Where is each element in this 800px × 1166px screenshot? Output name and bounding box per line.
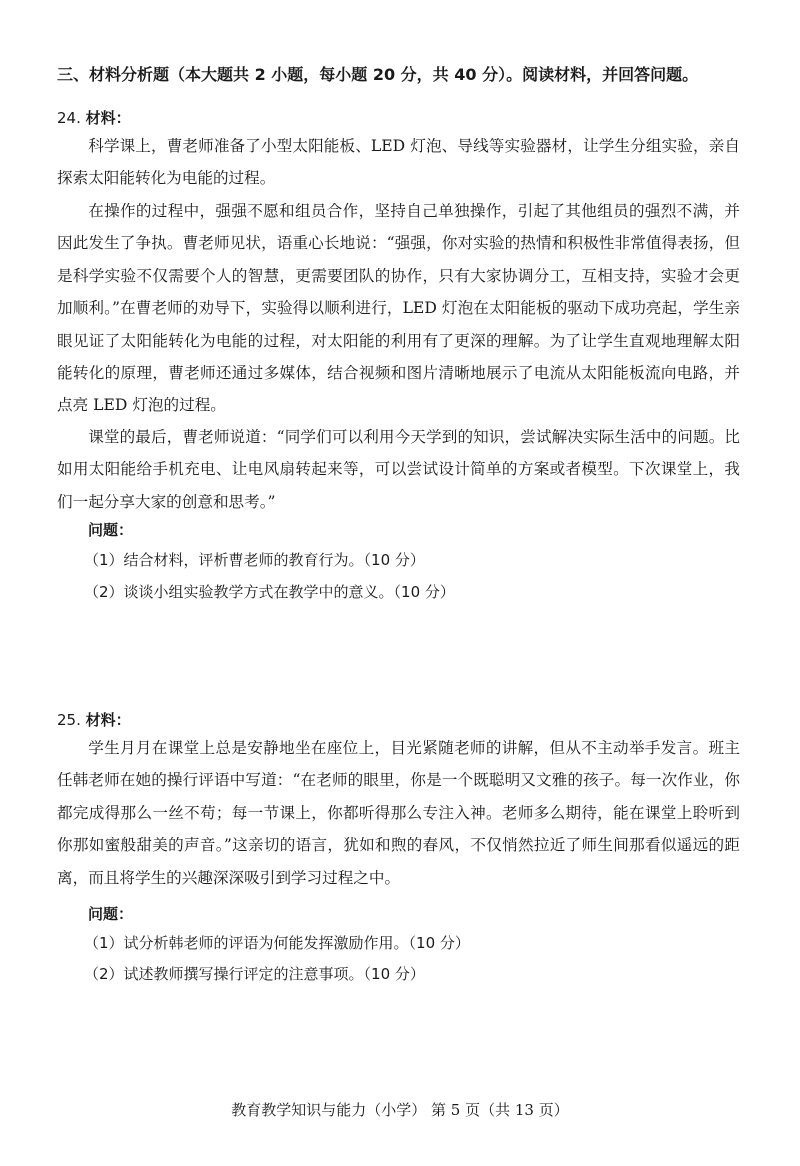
question-25-sub-2: （2）试述教师撰写操行评定的注意事项。（10 分） (84, 965, 425, 983)
question-24-label (57, 106, 131, 130)
question-24-paragraph-1: 科学课上，曹老师准备了小型太阳能板、LED 灯泡、导线等实验器材，让学生分组实验，亲自探索太阳能转化为电能的过程。 (57, 137, 740, 188)
page-footer: 教育教学知识与能力（小学） 第 5 页（共 13 页） (231, 1101, 569, 1119)
question-24-sub-1: （1）结合材料，评析曹老师的教育行为。（10 分） (84, 551, 425, 569)
question-24-number: 24. (57, 109, 81, 127)
question-25-paragraph-1: 学生月月在课堂上总是安静地坐在座位上，目光紧随老师的讲解，但从不主动举手发言。班主任韩老师在她的操行评语中写道：“在老师的眼里，你是一个既聪明又文雅的孩子。每一次作业，你都完成得那么一丝不苟；每一节课上，你都听得那么专注入神。老师多么期待，能在课堂上聆听到你那如蜜般甜美的声音。”这亲切的语言，犹如和煦的春风，不仅悄然拉近了师生间那看似遥远的距离，而且将学生的兴趣深深吸引到学习过程之中。 (57, 739, 740, 887)
question-24-questions-label: 问题： (88, 521, 134, 539)
section-heading: 三、材料分析题（本大题共 2 小题，每小题 20 分，共 40 分）。阅读材料，并回答问题。 (57, 65, 699, 84)
question-25-sub-1: （1）试分析韩老师的评语为何能发挥激励作用。（10 分） (84, 934, 470, 952)
question-24-material-label: 材料： (85, 109, 131, 127)
question-24-paragraph-3: 课堂的最后，曹老师说道：“同学们可以利用今天学到的知识，尝试解决实际生活中的问题。比如用太阳能给手机充电、让电风扇转起来等，可以尝试设计简单的方案或者模型。下次课堂上，我们一起分享大家的创意和思考。” (57, 428, 740, 511)
question-25-questions-label: 问题： (88, 905, 134, 923)
question-25-number: 25. (57, 711, 81, 729)
question-24-sub-2: （2）谈谈小组实验教学方式在教学中的意义。（10 分） (84, 583, 455, 601)
question-25-material-label: 材料： (85, 711, 131, 729)
question-25-label (57, 708, 131, 732)
question-24-paragraph-2: 在操作的过程中，强强不愿和组员合作，坚持自己单独操作，引起了其他组员的强烈不满，并因此发生了争执。曹老师见状，语重心长地说：“强强，你对实验的热情和积极性非常值得表扬，但是科学实验不仅需要个人的智慧，更需要团队的协作，只有大家协调分工，互相支持，实验才会更加顺利。”在曹老师的劝导下，实验得以顺利进行，LED 灯泡在太阳能板的驱动下成功亮起，学生亲眼见证了太阳能转化为电能的过程，对太阳能的利用有了更深的理解。为了让学生直观地理解太阳能转化的原理，曹老师还通过多媒体，结合视频和图片清晰地展示了电流从太阳能板流向电路，并点亮 LED 灯泡的过程。 (57, 202, 740, 415)
